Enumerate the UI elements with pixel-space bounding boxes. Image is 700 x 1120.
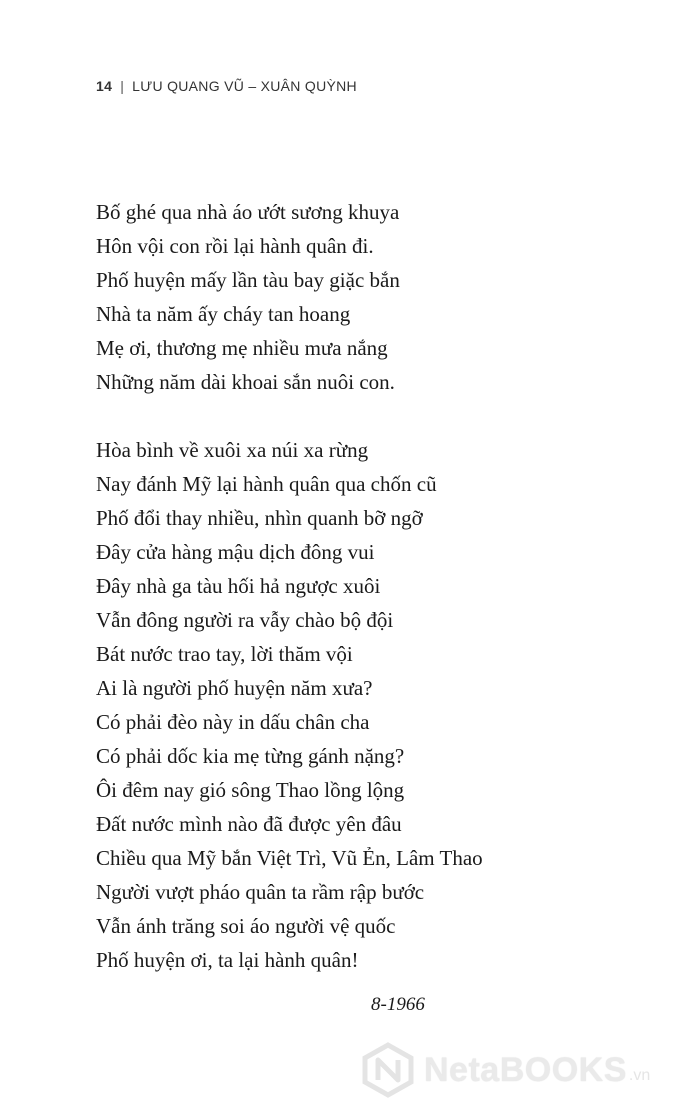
- poem-date: 8-1966: [371, 994, 425, 1015]
- poem-line: Đất nước mình nào đã được yên đâu: [96, 812, 402, 836]
- poem-line: Bát nước trao tay, lời thăm vội: [96, 642, 353, 666]
- page-number: 14: [96, 78, 113, 94]
- poem-line: Mẹ ơi, thương mẹ nhiều mưa nắng: [96, 336, 388, 360]
- poem-line: Vẫn ánh trăng soi áo người vệ quốc: [96, 914, 396, 938]
- poem-line: Hòa bình về xuôi xa núi xa rừng: [96, 438, 369, 462]
- poem-line: Người vượt pháo quân ta rầm rập bước: [96, 880, 425, 904]
- poem-line: Ai là người phố huyện năm xưa?: [96, 676, 373, 700]
- running-title: LƯU QUANG VŨ – XUÂN QUỲNH: [132, 78, 357, 94]
- poem-line: Phố huyện mấy lần tàu bay giặc bắn: [96, 268, 400, 292]
- poem-line: Phố huyện ơi, ta lại hành quân!: [96, 948, 359, 972]
- header-separator: |: [120, 78, 125, 94]
- running-header: [96, 78, 357, 94]
- netabooks-logo-icon: [360, 1042, 416, 1098]
- poem-line: Phố đổi thay nhiều, nhìn quanh bỡ ngỡ: [96, 506, 423, 530]
- stanza-1: [96, 195, 400, 399]
- poem-line: Chiều qua Mỹ bắn Việt Trì, Vũ Ẻn, Lâm Thao: [96, 846, 483, 870]
- watermark: [360, 1042, 650, 1098]
- poem-line: Hôn vội con rồi lại hành quân đi.: [96, 234, 374, 258]
- poem-line: Bố ghé qua nhà áo ướt sương khuya: [96, 200, 400, 224]
- poem-line: Vẫn đông người ra vẫy chào bộ đội: [96, 608, 394, 632]
- poem-line: Đây nhà ga tàu hối hả ngược xuôi: [96, 574, 381, 598]
- poem-line: Có phải đèo này in dấu chân cha: [96, 710, 370, 734]
- poem-line: Đây cửa hàng mậu dịch đông vui: [96, 540, 375, 564]
- watermark-brand: NetaBOOKS: [424, 1050, 627, 1089]
- watermark-suffix: .vn: [628, 1067, 651, 1084]
- poem-line: Có phải dốc kia mẹ từng gánh nặng?: [96, 744, 405, 768]
- poem-line: Những năm dài khoai sắn nuôi con.: [96, 370, 395, 394]
- poem-line: Ôi đêm nay gió sông Thao lồng lộng: [96, 778, 405, 802]
- stanza-2: [96, 433, 483, 977]
- poem-line: Nhà ta năm ấy cháy tan hoang: [96, 302, 351, 326]
- poem-line: Nay đánh Mỹ lại hành quân qua chốn cũ: [96, 472, 437, 496]
